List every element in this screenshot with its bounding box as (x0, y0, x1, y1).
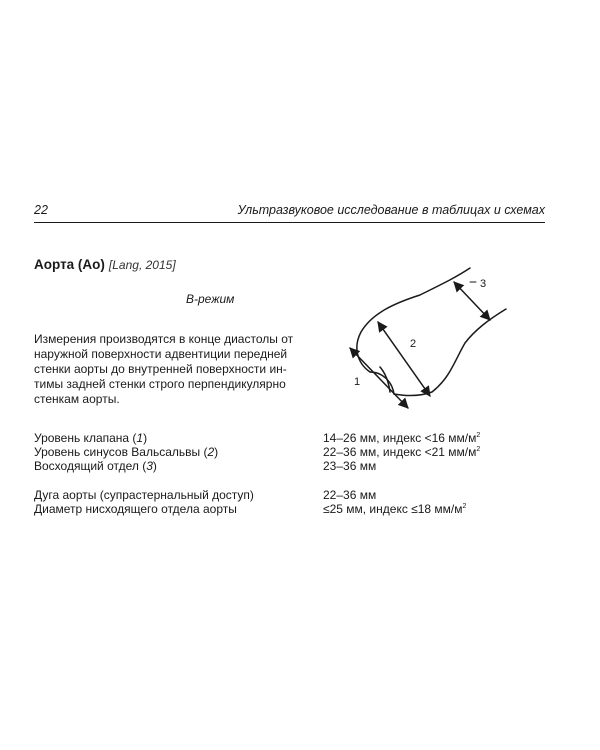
aorta-posterior-wall (394, 309, 506, 396)
diagram-label-2: 2 (410, 338, 417, 350)
diagram-label-3: 3 (480, 278, 487, 290)
measurement-label-ascending: Восходящий отдел (3) (34, 459, 157, 473)
aorta-anterior-wall (357, 268, 470, 372)
description-line: Измерения производятся в конце диастолы от (34, 332, 294, 346)
measurement-value-valve: 14–26 мм, индекс <16 $мм/м^2$ (323, 431, 481, 445)
mode-label: В-режим (186, 292, 235, 306)
measurement-label-sinus: Уровень синусов Вальсальвы (2) (34, 445, 219, 459)
measurement-label-valve: Уровень клапана (1) (34, 431, 148, 445)
description-line: стенкам аорты. (34, 392, 120, 406)
section-heading (34, 257, 176, 272)
running-title: Ультразвуковое исследование в таблицах и схемах (237, 203, 545, 217)
measurement-label-descending: Диаметр нисходящего отдела аорты (34, 502, 237, 516)
header-rule (34, 222, 545, 223)
measurement-value-descending: ≤25 мм, индекс ≤18 $мм/м^2$ (323, 502, 467, 516)
measurement-value-ascending: 23–36 мм (323, 459, 377, 473)
section-reference: [Lang, 2015] (108, 258, 176, 272)
description-line: стенки аорты до внутренней поверхности ин- (34, 362, 287, 376)
page-number: 22 (34, 203, 48, 217)
aorta-diagram (340, 262, 530, 422)
section-title: Аорта (Ао) (34, 257, 105, 272)
measurement-value-sinus: 22–36 мм, индекс <21 $мм/м^2$ (323, 445, 481, 459)
description (34, 332, 326, 407)
diagram-label-1: 1 (354, 376, 361, 388)
measurement-value-arch: 22–36 мм (323, 488, 377, 502)
description-line: тимы задней стенки строго перпендикулярно (34, 377, 286, 391)
description-line: наружной поверхности адвентиции передней (34, 347, 288, 361)
measurement-label-arch: Дуга аорты (супрастернальный доступ) (34, 488, 254, 502)
